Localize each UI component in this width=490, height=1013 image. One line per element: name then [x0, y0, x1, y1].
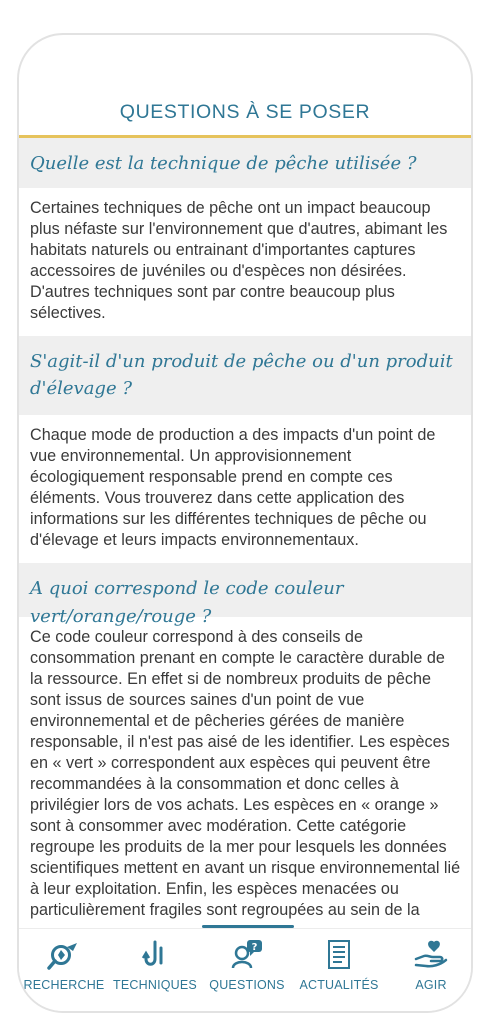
questions-list[interactable] [19, 138, 471, 929]
tab-label: ACTUALITÉS [299, 978, 379, 992]
bottom-tab-bar [19, 928, 471, 1011]
answer-text: Ce code couleur correspond à des conseils de consommation prenant en compte le caractère durable de la ressource. En effet si de nombreux produits de pêche sont issus de sources saines d'un point de vue environnemental et de pêcheries gérées de manière responsable, il n'est pas aisé de les identifier. Les espèces en « vert » correspondent aux espèces qui peuvent être recommandées à la consommation et donc celles à privilégier lors de vos achats. Les espèces en « orange » sont à consommer avec modération. Cette catégorie regroupe les produits de la mer pour lesquels les données scientifiques mettent en avant un risque environnemental lié à leur exploitation. Enfin, les espèces menacées ou particulièrement fragiles sont regroupées au sein de la [30, 628, 461, 919]
tab-label: RECHERCHE [23, 978, 105, 992]
answer-text: Chaque mode de production a des impacts d'un point de vue environnemental. Un approvisionnement écologiquement responsable prend en compte ces éléments. Vous trouverez dans cette application des informations sur les différentes techniques de pêche ou d'élevage et leurs impacts environnementaux. [30, 426, 436, 549]
question-heading: A quoi correspond le code couleur vert/orange/rouge ? [19, 563, 471, 617]
app-screen [17, 33, 473, 1013]
tab-label: TECHNIQUES [113, 978, 197, 992]
svg-text:?: ? [251, 942, 258, 953]
tab-agir[interactable] [384, 929, 473, 1011]
tab-recherche[interactable] [17, 929, 111, 1011]
fishing-hook-icon [138, 939, 172, 971]
page-header [19, 35, 471, 138]
news-icon [322, 939, 356, 971]
page-title: QUESTIONS À SE POSER [119, 101, 371, 123]
question-heading: S'agit-il d'un produit de pêche ou d'un produit d'élevage ? [19, 336, 471, 415]
tab-techniques[interactable] [108, 929, 202, 1011]
tab-label: AGIR [415, 978, 447, 992]
tab-questions[interactable] [200, 929, 294, 1011]
tab-actualites[interactable] [292, 929, 386, 1011]
question-bubble-icon [230, 939, 264, 971]
question-heading: Quelle est la technique de pêche utilisée ? [19, 138, 471, 188]
tab-label: QUESTIONS [209, 978, 285, 992]
answer-text: Certaines techniques de pêche ont un impact beaucoup plus néfaste sur l'environnement que d'autres, abimant les habitats naturels ou entrainant d'importantes captures accessoires de juvéniles ou d'espèces non désirées. D'autres techniques sont par contre beaucoup plus sélectives. [30, 199, 448, 322]
hand-heart-icon [414, 939, 448, 971]
scroll-indicator [202, 925, 294, 928]
fish-search-icon [47, 939, 81, 971]
